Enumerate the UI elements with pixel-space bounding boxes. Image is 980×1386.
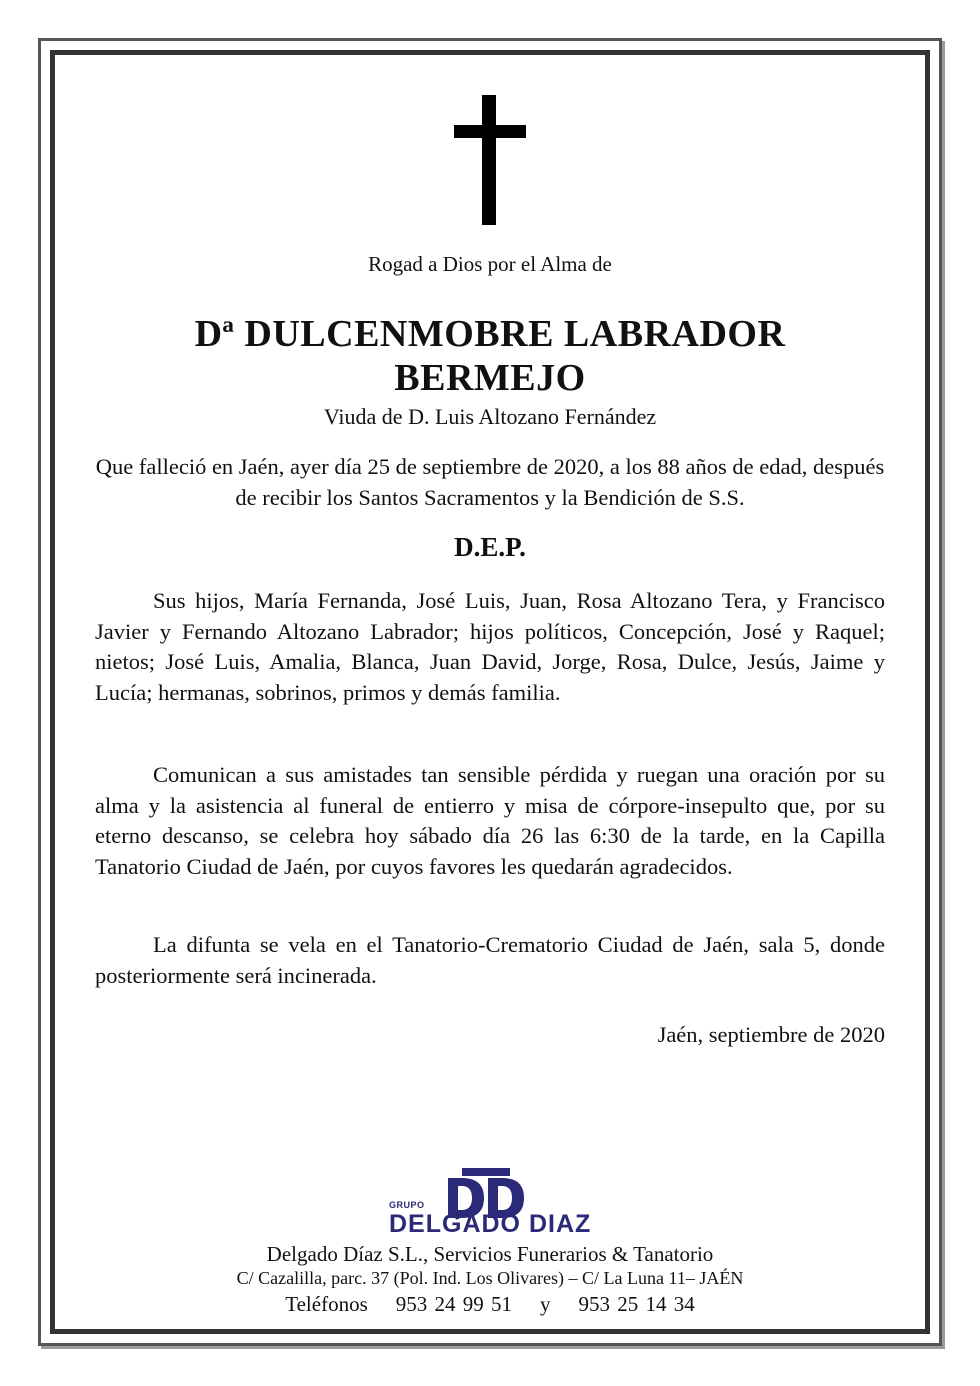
cross-horizontal-bar (454, 125, 526, 138)
dep-heading: D.E.P. (454, 532, 526, 562)
deceased-name-line1: Dª DULCENMOBRE LABRADOR (194, 313, 786, 355)
death-notice: Que falleció en Jaén, ayer día 25 de septiembre de 2020, a los 88 años de edad, después de recibir los Santos Sacramentos y la Bendición de S.S. (95, 454, 885, 510)
footer-company: Delgado Díaz S.L., Servicios Funerarios & Tanatorio (266, 1242, 714, 1266)
communicate-paragraph: Comunican a sus amistades tan sensible pérdida y ruegan una oración por su alma y la asistencia al funeral de entierro y misa de córpore-insepulto que, por su eterno descanso, se celebra hoy sábado día 26 las 6:30 de la tarde, en la Capilla Tanatorio Ciudad de Jaén, por cuyos favores les quedarán agradecidos. (95, 762, 885, 879)
footer-address: C/ Cazalilla, parc. 37 (Pol. Ind. Los Olivares) – C/ La Luna 11– JAÉN (236, 1268, 744, 1288)
phones-separator: y (540, 1292, 551, 1316)
phones-label: Teléfonos (285, 1292, 368, 1316)
deceased-name-line2: BERMEJO (394, 357, 586, 399)
logo-grupo-label: GRUPO (389, 1200, 425, 1210)
widow-of-text: Viuda de D. Luis Altozano Fernández (323, 404, 657, 429)
phone-2: 953 25 14 34 (578, 1292, 695, 1316)
family-paragraph: Sus hijos, María Fernanda, José Luis, Juan, Rosa Altozano Tera, y Francisco Javier y Fernando Altozano Labrador; hijos políticos, Concepción, José y Raquel; nietos; José Luis, Amalia, Blanca, Juan David, Jorge, Rosa, Dulce, Jesús, Jaime y Lucía; hermanas, sobrinos, primos y demás familia. (95, 588, 885, 705)
phone-1: 953 24 99 51 (395, 1292, 512, 1316)
place-date: Jaén, septiembre de 2020 (657, 1022, 885, 1047)
cross-vertical-bar (482, 95, 496, 225)
logo-company-name: DELGADO DIAZ (389, 1210, 592, 1238)
wake-paragraph: La difunta se vela en el Tanatorio-Crematorio Ciudad de Jaén, sala 5, donde posteriormente será incinerada. (95, 932, 885, 988)
intro-text: Rogad a Dios por el Alma de (368, 252, 612, 276)
footer-phones (95, 1292, 885, 1317)
